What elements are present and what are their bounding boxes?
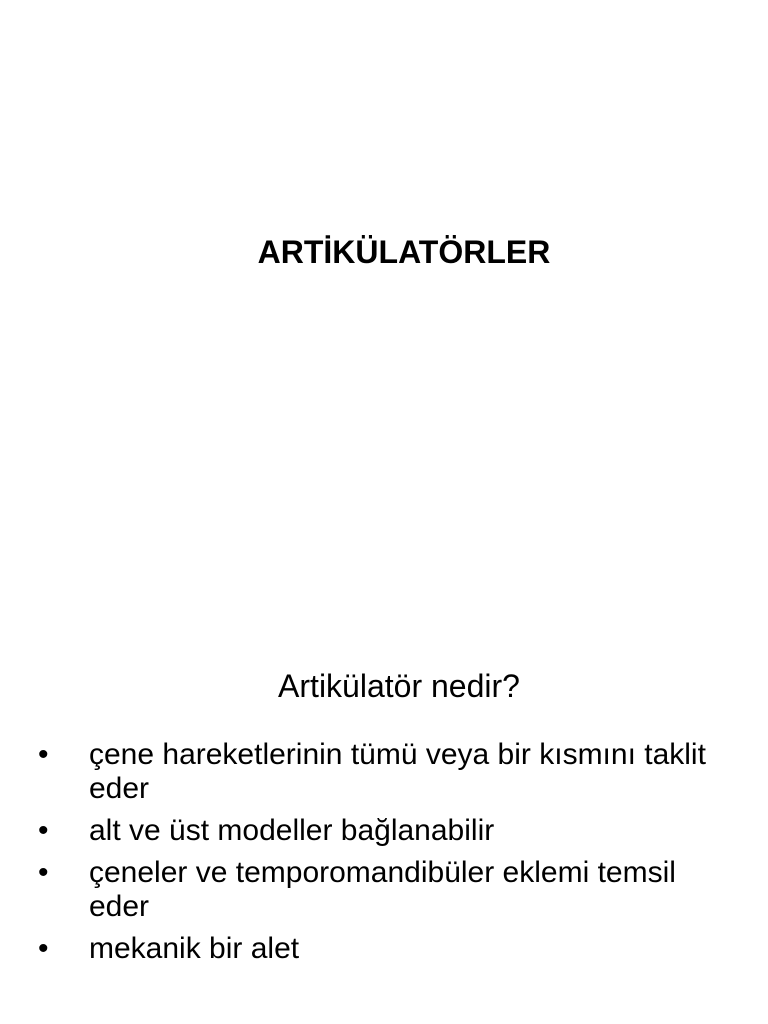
bullet-dot-icon: • — [38, 932, 49, 965]
bullet-dot-icon: • — [38, 856, 49, 889]
bullet-text: çeneler ve temporomandibüler eklemi temsil eder — [89, 856, 676, 923]
bullet-item — [38, 856, 738, 924]
bullet-text: mekanik bir alet — [89, 932, 300, 965]
bullet-item — [38, 738, 738, 806]
bullet-text: alt ve üst modeller bağlanabilir — [89, 814, 495, 847]
slide-subtitle: Artikülatör nedir? — [278, 668, 520, 704]
bullet-list — [38, 738, 738, 974]
bullet-item — [38, 932, 738, 966]
bullet-item — [38, 814, 738, 848]
bullet-dot-icon: • — [38, 814, 49, 847]
bullet-dot-icon: • — [38, 738, 49, 771]
slide-title: ARTİKÜLATÖRLER — [257, 234, 551, 270]
bullet-text: çene hareketlerinin tümü veya bir kısmını taklit eder — [89, 738, 706, 805]
